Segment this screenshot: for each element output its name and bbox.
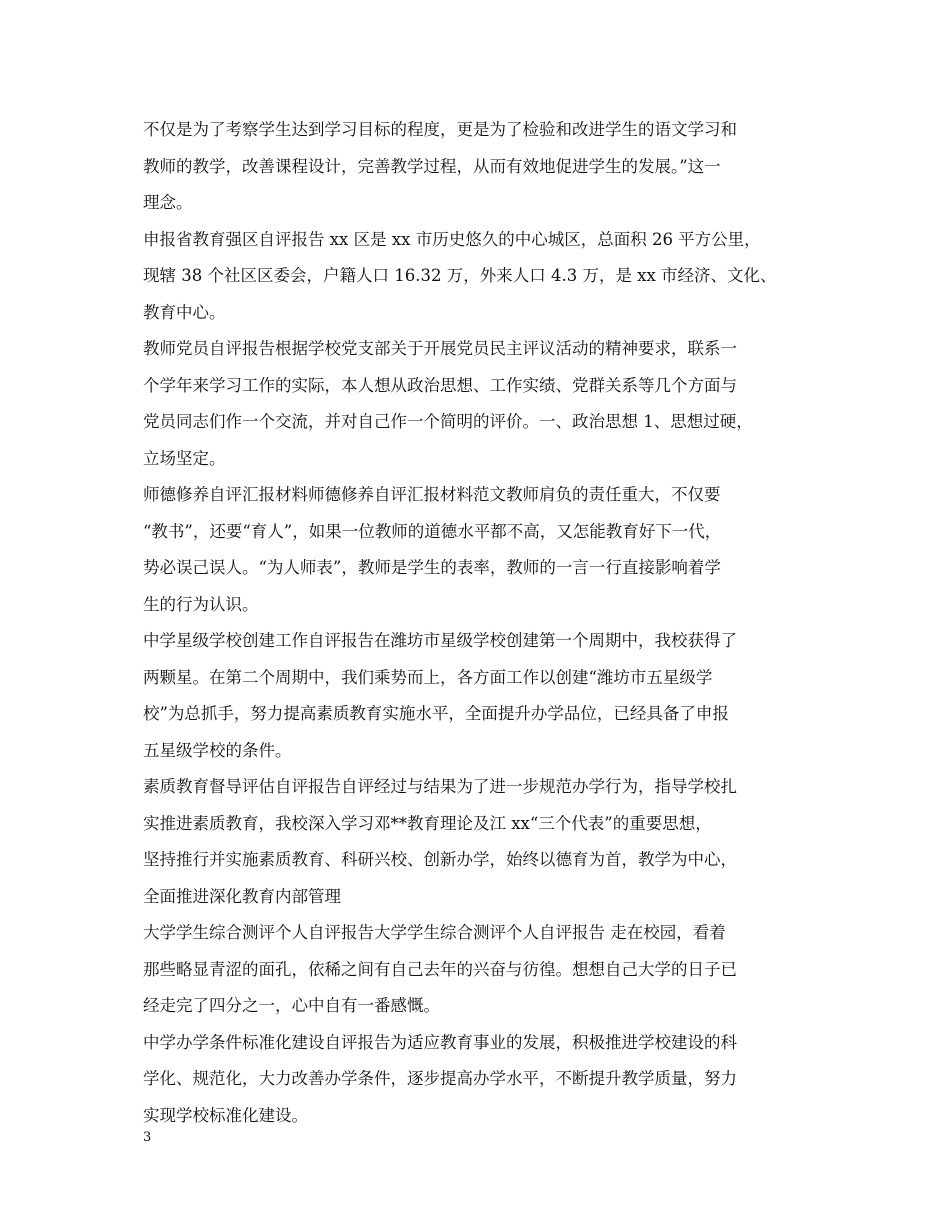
- text-line: 个学年来学习工作的实际，本人想从政治思想、工作实绩、党群关系等几个方面与: [143, 375, 737, 395]
- text-line: 理念。: [143, 193, 193, 212]
- text-line: 中学星级学校创建工作自评报告在潍坊市星级学校创建第一个周期中，我校获得了: [143, 631, 737, 650]
- text-line: 学化、规范化，大力改善办学条件，逐步提高办学水平，不断提升教学质量，努力: [143, 1069, 737, 1088]
- text-line: 教师的教学，改善课程设计，完善教学过程，从而有效地促进学生的发展。”这一: [143, 156, 721, 176]
- text-line: 不仅是为了考察学生达到学习目标的程度，更是为了检验和改进学生的语文学习和: [143, 120, 737, 139]
- text-line: 教育中心。: [143, 302, 226, 322]
- text-line: 实推进素质教育，我校深入学习邓**教育理论及江 xx“三个代表”的重要思想，: [143, 813, 712, 833]
- text-line: 党员同志们作一个交流，并对自己作一个简明的评价。一、政治思想 1、思想过硬，: [143, 412, 753, 431]
- text-line: 申报省教育强区自评报告 xx 区是 xx 市历史悠久的中心城区，总面积 26 平方公里，: [143, 229, 761, 249]
- text-line: 中学办学条件标准化建设自评报告为适应教育事业的发展，积极推进学校建设的科: [143, 1032, 737, 1052]
- text-line: 生的行为认识。: [143, 594, 259, 614]
- text-line: 立场坚定。: [143, 448, 226, 468]
- text-line: 坚持推行并实施素质教育、科研兴校、创新办学，始终以德育为首，教学为中心，: [143, 850, 737, 869]
- text-line: 现辖 38 个社区区委会，户籍人口 16.32 万，外来人口 4.3 万，是 xx 市经济、文化、: [143, 266, 777, 285]
- text-line: 实现学校标准化建设。: [143, 1105, 308, 1125]
- text-line: 五星级学校的条件。: [143, 740, 292, 760]
- document-body: [143, 112, 823, 1134]
- text-line: 大学学生综合测评个人自评报告大学学生综合测评个人自评报告 走在校园，看着: [143, 923, 726, 942]
- text-line: 经走完了四分之一，心中自有一番感慨。: [143, 996, 440, 1015]
- text-line: 全面推进深化教育内部管理: [143, 886, 341, 906]
- text-line: 两颗星。在第二个周期中，我们乘势而上，各方面工作以创建“潍坊市五星级学: [143, 667, 713, 687]
- text-line: 那些略显青涩的面孔，依稀之间有自己去年的兴奋与彷徨。想想自己大学的日子已: [143, 959, 737, 979]
- text-line: 教师党员自评报告根据学校党支部关于开展党员民主评议活动的精神要求，联系一: [143, 339, 737, 358]
- text-line: 校”为总抓手，努力提高素质教育实施水平，全面提升办学品位，已经具备了申报: [143, 704, 729, 723]
- text-line: 素质教育督导评估自评报告自评经过与结果为了进一步规范办学行为，指导学校扎: [143, 777, 737, 796]
- text-line: “教书”，还要“育人”，如果一位教师的道德水平都不高，又怎能教育好下一代，: [143, 521, 722, 541]
- page-number: 3: [143, 1130, 152, 1145]
- text-line: 势必误己误人。“为人师表”，教师是学生的表率，教师的一言一行直接影响着学: [143, 558, 721, 577]
- text-line: 师德修养自评汇报材料师德修养自评汇报材料范文教师肩负的责任重大，不仅要: [143, 485, 721, 504]
